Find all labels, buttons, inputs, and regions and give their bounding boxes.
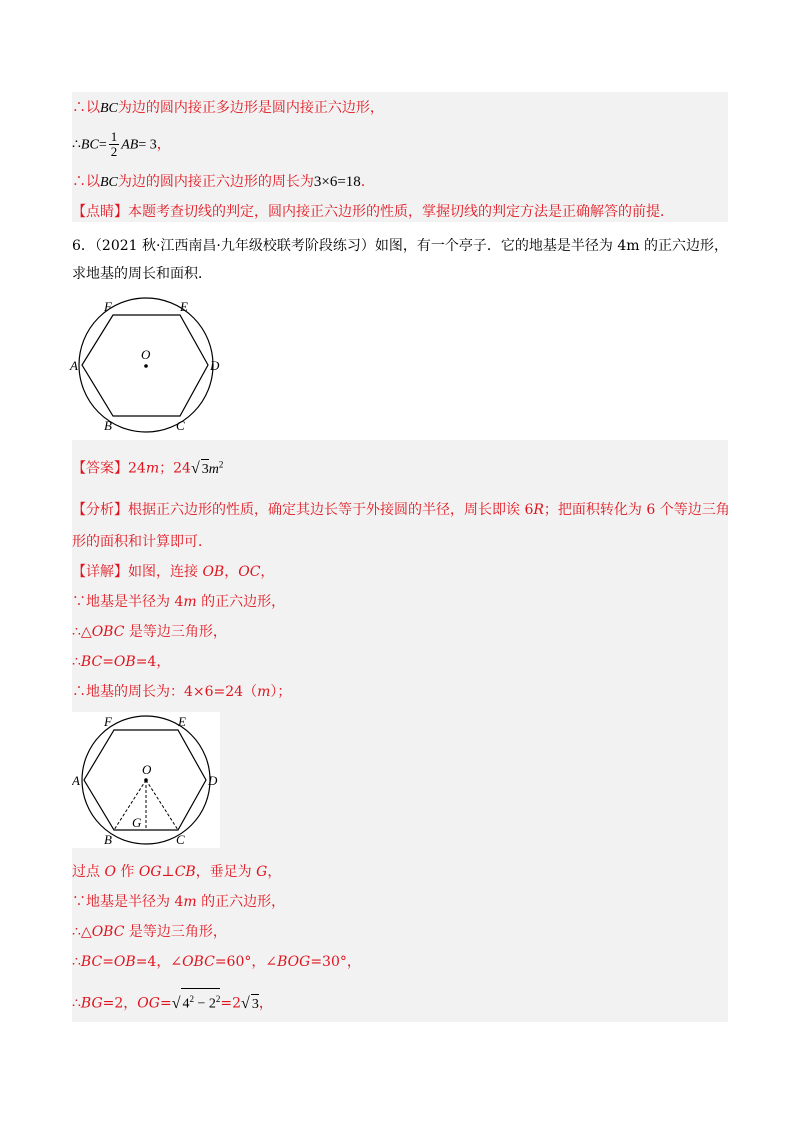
analysis-line-2: 形的面积和计算即可． <box>72 534 212 550</box>
text: 的正六边形， <box>196 894 286 910</box>
text: OB <box>113 954 136 970</box>
label-D: D <box>210 358 220 373</box>
text: ，垂足为 <box>195 864 257 880</box>
detail-line-2 <box>72 592 285 612</box>
detail-line-5 <box>72 682 291 702</box>
hexagon-figure-1 <box>68 296 228 434</box>
text: =4，∠ <box>135 954 183 970</box>
text: 3 <box>201 459 209 480</box>
text: =30°， <box>310 954 361 970</box>
label-O: O <box>142 762 152 777</box>
text: ； <box>159 460 174 477</box>
text: OC <box>238 564 261 580</box>
text: ， <box>156 136 171 153</box>
label-E: E <box>178 714 186 729</box>
prev-line-2 <box>72 130 171 159</box>
detail2-line-1 <box>72 862 281 882</box>
text: ∴△ <box>72 924 92 940</box>
text: =4， <box>135 654 171 670</box>
text: OBC <box>91 924 125 940</box>
text: =2， <box>102 995 138 1012</box>
text: ；把面积转化为 6 个等边三角 <box>543 502 730 518</box>
text: BG <box>80 995 103 1012</box>
text: 是等边三角形， <box>124 624 227 640</box>
center-dot <box>144 364 148 368</box>
text: ∴ <box>72 995 81 1012</box>
text: 2 <box>189 994 194 1004</box>
prev-line-4-note: 【点睛】本题考查切线的判定，圆内接正六边形的性质，掌握切线的判定方法是正确解答的前提． <box>72 204 674 220</box>
text: 是等边三角形， <box>124 924 227 940</box>
text: ∴地基的周长为：4×6=24（ <box>72 684 258 700</box>
text: m <box>257 684 271 700</box>
text: 【分析】根据正六边形的性质，确定其边长等于外接圆的半径，周长即诶 6 <box>72 502 534 518</box>
text: OBC <box>182 954 215 970</box>
text: 3 <box>251 994 259 1015</box>
label-A: A <box>70 358 78 373</box>
label-F: F <box>104 714 112 729</box>
hexagon-figure-2 <box>72 712 220 848</box>
prev-line-3 <box>72 172 375 193</box>
text: ∴以 <box>72 100 100 116</box>
text: 【答案】 <box>72 460 128 477</box>
analysis-line-1 <box>72 500 730 520</box>
text: 4 <box>182 996 190 1012</box>
question-line-1: 6．（2021 秋·江西南昌·九年级校联考阶段练习）如图，有一个亭子．它的地基是半径为 4m 的正六边形， <box>72 238 728 254</box>
label-C: C <box>176 418 185 433</box>
text: BC <box>80 137 99 153</box>
text: ∴以 <box>72 174 100 190</box>
text: O <box>104 864 116 880</box>
fraction-half <box>109 130 120 159</box>
text: BOG <box>277 954 311 970</box>
segment-OC <box>146 780 178 830</box>
text: BC <box>80 654 103 670</box>
text: 3×6=18 <box>313 174 361 190</box>
text: ∵地基是半径为 4 <box>72 594 184 610</box>
center-dot <box>144 778 148 782</box>
text: 1 <box>110 129 118 144</box>
text: 2 <box>110 144 118 159</box>
text: BC <box>100 175 118 190</box>
text: 为边的圆内接正六边形的周长为 <box>117 174 314 190</box>
detail2-line-5: ∴BG=2，OG=√ $4^2 - 2^2=2√$ 3， <box>72 988 273 1015</box>
text: 过点 <box>72 864 105 880</box>
text: m <box>183 894 197 910</box>
label-B: B <box>104 418 112 433</box>
label-D: D <box>208 773 218 788</box>
text: = <box>98 137 107 153</box>
detail2-line-4 <box>72 952 361 972</box>
prev-line-1 <box>72 98 384 119</box>
text: 的正六边形， <box>196 594 286 610</box>
text: AB <box>121 137 139 153</box>
text: m <box>183 594 197 610</box>
text: CB <box>174 864 196 880</box>
text: R <box>533 502 544 518</box>
text: ∴ <box>72 136 81 153</box>
text: 24 <box>128 460 146 477</box>
text: ∴△ <box>72 624 92 640</box>
text: ， <box>260 564 275 580</box>
text: = 3 <box>138 137 157 153</box>
text: 为边的圆内接正多边形是圆内接正六边形， <box>117 100 384 116</box>
text: m <box>145 460 160 477</box>
text: ， <box>267 864 282 880</box>
detail-line-3 <box>72 622 227 642</box>
text: ⊥ <box>161 864 175 880</box>
text: 2 <box>215 994 221 1004</box>
text: 2 <box>218 459 224 469</box>
text: ． <box>360 174 375 190</box>
text: OB <box>113 654 136 670</box>
text: BC <box>100 101 118 116</box>
detail-line-1 <box>72 562 274 582</box>
label-O: O <box>141 347 151 362</box>
text: OBC <box>91 624 125 640</box>
label-G: G <box>132 815 142 830</box>
text: = <box>102 954 114 970</box>
label-A: A <box>72 773 80 788</box>
question-line-2: 求地基的周长和面积． <box>72 266 212 282</box>
text: BC <box>80 954 103 970</box>
label-F: F <box>104 299 112 314</box>
text: OB <box>202 564 225 580</box>
text: =60°，∠ <box>214 954 278 970</box>
text: ， <box>258 995 273 1012</box>
text: ∴ <box>72 654 81 670</box>
text: = <box>159 995 172 1012</box>
text: =2 <box>220 995 242 1012</box>
label-E: E <box>180 299 188 314</box>
text: OG <box>137 995 160 1012</box>
text: 【详解】 <box>72 564 128 580</box>
text: ∴ <box>72 954 81 970</box>
label-C: C <box>176 832 185 847</box>
label-B: B <box>104 832 112 847</box>
text: ∵地基是半径为 4 <box>72 894 184 910</box>
detail-line-4 <box>72 652 170 672</box>
text: ， <box>224 564 239 580</box>
text: − 2 <box>193 996 216 1012</box>
text: = <box>102 654 114 670</box>
text: OG <box>138 864 162 880</box>
detail2-line-2 <box>72 892 285 912</box>
text: G <box>256 864 268 880</box>
text: 24 <box>173 460 191 477</box>
detail2-line-3 <box>72 922 227 942</box>
text: m <box>208 461 219 477</box>
text: ）； <box>270 684 292 700</box>
answer-line: 【答案】24m；24√ $3m^2$ <box>72 454 223 480</box>
text: 如图，连接 <box>128 564 203 580</box>
text: 作 <box>115 864 139 880</box>
